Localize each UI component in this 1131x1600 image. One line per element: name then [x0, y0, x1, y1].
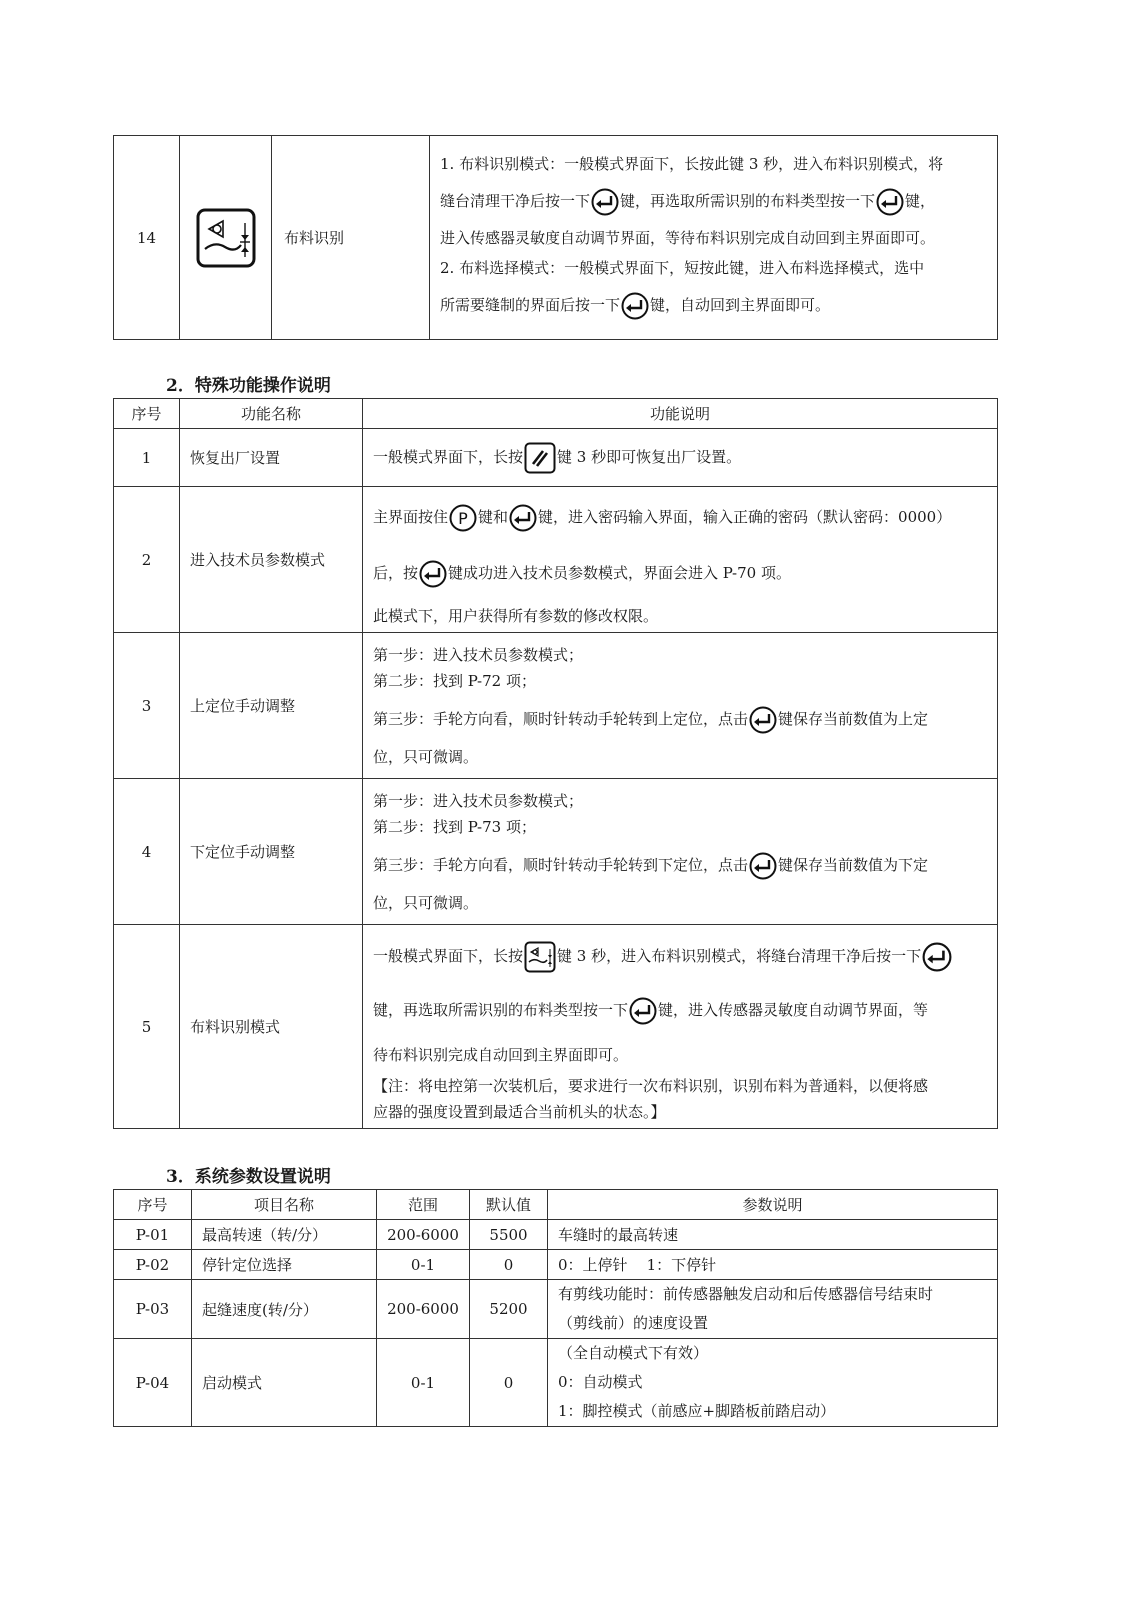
table-row — [114, 925, 998, 1129]
row-number: 5 — [114, 925, 180, 1129]
param-range: 200-6000 — [377, 1220, 470, 1250]
header-default: 默认值 — [470, 1190, 548, 1220]
key-name: 布料识别 — [272, 136, 430, 340]
function-name: 进入技术员参数模式 — [180, 487, 363, 633]
param-name: 停针定位选择 — [192, 1250, 377, 1280]
param-no: P-02 — [114, 1250, 192, 1280]
enter-key-icon — [419, 560, 447, 588]
header-function-desc: 功能说明 — [363, 399, 998, 429]
param-range: 200-6000 — [377, 1280, 470, 1339]
section-2-title: 2．特殊功能操作说明 — [166, 376, 331, 396]
system-parameter-table — [113, 1189, 998, 1427]
enter-key-icon — [509, 504, 537, 532]
table-row — [114, 779, 998, 925]
table-row — [114, 1220, 998, 1250]
header-range: 范围 — [377, 1190, 470, 1220]
param-range: 0-1 — [377, 1250, 470, 1280]
function-description: 一般模式界面下，长按 键 3 秒即可恢复出厂设置。 — [363, 429, 998, 487]
param-default: 0 — [470, 1339, 548, 1427]
enter-key-icon — [621, 292, 649, 320]
enter-key-icon — [591, 188, 619, 216]
param-name: 起缝速度(转/分） — [192, 1280, 377, 1339]
row-number: 3 — [114, 633, 180, 779]
table-row — [114, 1280, 998, 1339]
function-name: 恢复出厂设置 — [180, 429, 363, 487]
param-name: 最高转速（转/分） — [192, 1220, 377, 1250]
reset-double-slash-key-icon — [524, 442, 556, 474]
row-number: 14 — [114, 136, 180, 340]
param-default: 0 — [470, 1250, 548, 1280]
table-row — [114, 1339, 998, 1427]
function-name: 下定位手动调整 — [180, 779, 363, 925]
enter-key-icon — [629, 997, 657, 1025]
function-description: 第一步：进入技术员参数模式； 第二步：找到 P-73 项； 第三步：手轮方向看，顺时针转动手轮转到下定位，点击 键保存当前数值为下定 位，只可微调。 — [363, 779, 998, 925]
param-default: 5200 — [470, 1280, 548, 1339]
enter-key-icon — [749, 706, 777, 734]
function-name: 上定位手动调整 — [180, 633, 363, 779]
param-default: 5500 — [470, 1220, 548, 1250]
header-param-desc: 参数说明 — [548, 1190, 998, 1220]
note: 【注：将电控第一次装机后，要求进行一次布料识别，识别布料为普通料，以便将感 — [373, 1076, 929, 1095]
table-row — [114, 633, 998, 779]
fabric-eye-icon — [180, 136, 272, 340]
param-no: P-01 — [114, 1220, 192, 1250]
header-no: 序号 — [114, 1190, 192, 1220]
table-row — [114, 487, 998, 633]
param-desc: 车缝时的最高转速 — [548, 1220, 998, 1250]
param-range: 0-1 — [377, 1339, 470, 1427]
function-description: 主界面按住 P 键和 键，进入密码输入界面，输入正确的密码（默认密码：0000） 后，按 键成功进入技术员参数模式，界面会进入 P-70 项。 此模式下，用户获得所有参数的修改权限。 — [363, 487, 998, 633]
param-desc: 0：上停针 1：下停针 — [548, 1250, 998, 1280]
table-row — [114, 429, 998, 487]
param-name: 启动模式 — [192, 1339, 377, 1427]
enter-key-icon — [749, 852, 777, 880]
row-number: 1 — [114, 429, 180, 487]
enter-key-icon — [876, 188, 904, 216]
param-desc: （全自动模式下有效） 0：自动模式 1：脚控模式（前感应+脚踏板前踏启动） — [548, 1339, 998, 1427]
key-description: 1. 布料识别模式：一般模式界面下，长按此键 3 秒，进入布料识别模式，将 缝台清理干净后按一下 键，再选取所需识别的布料类型按一下 键， 进入传感器灵敏度自动调节界面，等待布料识别完成自动回到主界面即可。 2. 布料选择模式：一般模式界面下，短按此键，进入布料选择模式，选中 所需要缝制的界面后按一下 键，自动回到主界面即可。 — [430, 136, 998, 340]
row-number: 2 — [114, 487, 180, 633]
header-function-name: 功能名称 — [180, 399, 363, 429]
function-description: 第一步：进入技术员参数模式； 第二步：找到 P-72 项； 第三步：手轮方向看，顺时针转动手轮转到上定位，点击 键保存当前数值为上定 位，只可微调。 — [363, 633, 998, 779]
param-no: P-03 — [114, 1280, 192, 1339]
special-function-table — [113, 398, 998, 1129]
param-no: P-04 — [114, 1339, 192, 1427]
param-desc: 有剪线功能时：前传感器触发启动和后传感器信号结束时 （剪线前）的速度设置 — [548, 1280, 998, 1339]
key-function-table — [113, 135, 998, 340]
row-number: 4 — [114, 779, 180, 925]
svg-text:P: P — [458, 508, 468, 528]
fabric-eye-key-icon — [524, 941, 556, 973]
function-description: 一般模式界面下，长按 键 3 秒，进入布料识别模式，将缝台清理干净后按一下 键，再选取所需识别的布料类型按一下 键，进入传感器灵敏度自动调节界面，等 待布料识别完成自动回到主界面即可。 【注：将电控第一次装机后，要求进行一次布料识别，识别布料为普通料，以便将感 应器的强度设置到最适合当前机头的状态。】 — [363, 925, 998, 1129]
table-row — [114, 1250, 998, 1280]
function-name: 布料识别模式 — [180, 925, 363, 1129]
header-no: 序号 — [114, 399, 180, 429]
enter-key-icon — [922, 942, 952, 972]
header-item-name: 项目名称 — [192, 1190, 377, 1220]
p-key-icon — [449, 504, 477, 532]
section-3-title: 3．系统参数设置说明 — [166, 1167, 331, 1187]
